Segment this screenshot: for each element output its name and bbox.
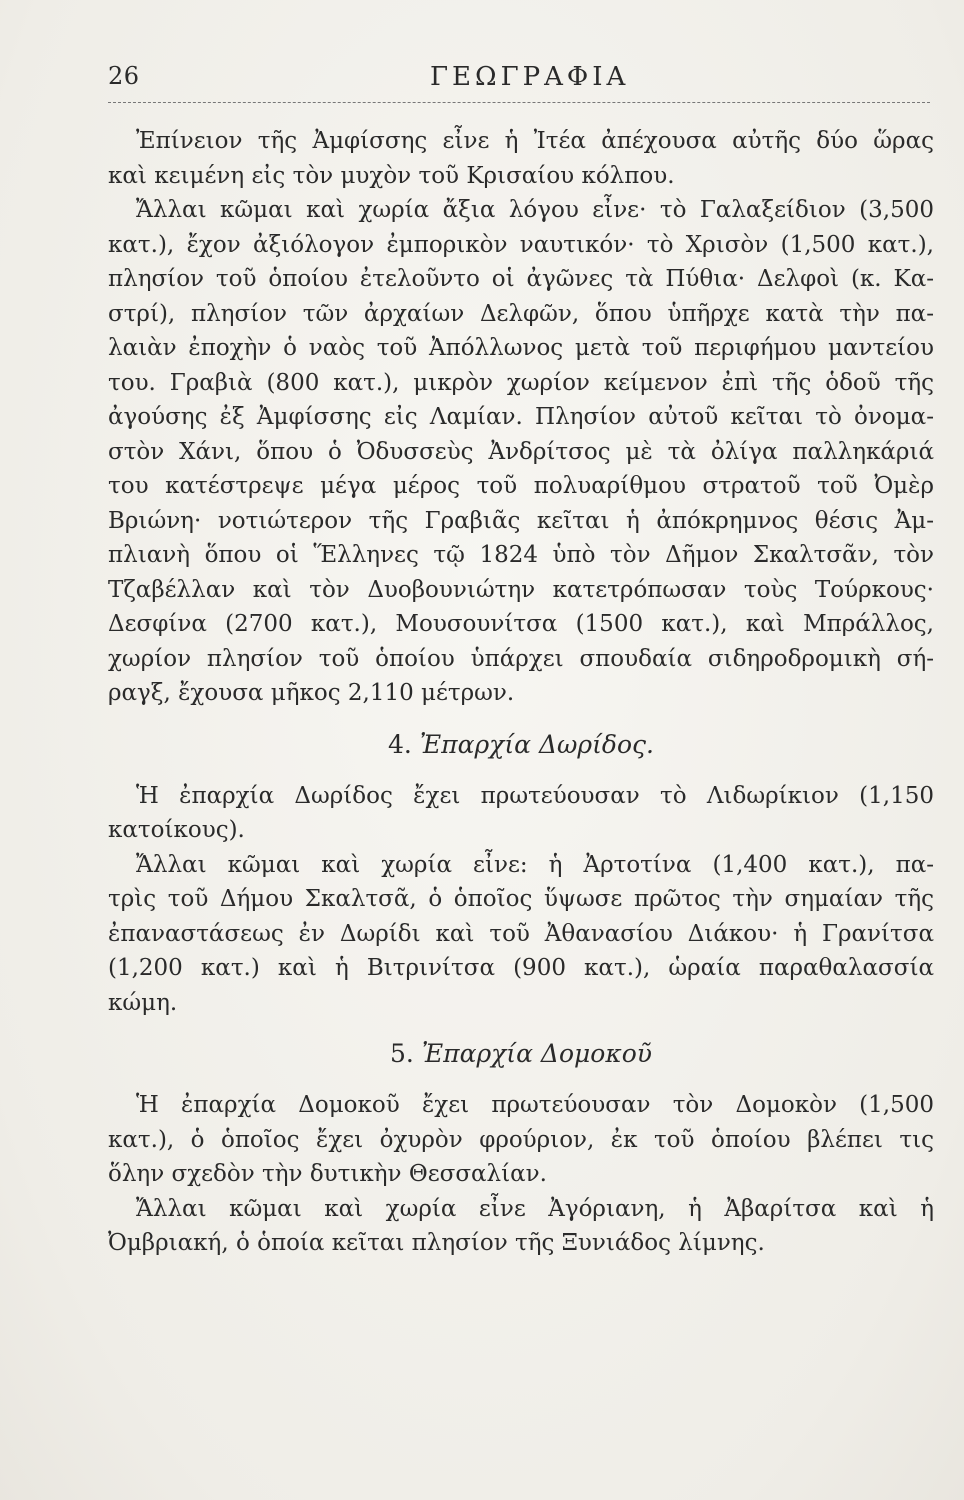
text-line: Βριώνη· νοτιώτερον τῆς Γραβιᾶς κεῖται ἡ ἀπόκρημνος θέσις Ἀμ- (108, 507, 934, 534)
section-heading (108, 1036, 934, 1072)
text-line: Δεσφίνα (2700 κατ.), Μουσουνίτσα (1500 κατ.), καὶ Μπράλλος, (108, 611, 934, 637)
text-line: πλησίον τοῦ ὁποίου ἐτελοῦντο οἱ ἀγῶνες τὰ Πύθια· Δελφοὶ (κ. Κα- (108, 266, 934, 292)
text-line: κατ.), ὁ ὁποῖος ἔχει ὀχυρὸν φρούριον, ἐκ τοῦ ὁποίου βλέπει τις (108, 1126, 934, 1153)
text-line: Ὀμβριακή, ὁ ὁποία κεῖται πλησίον τῆς Ξυνιάδος λίμνης. (108, 1230, 765, 1256)
running-title: ΓΕΩΓΡΑΦΙΑ (430, 62, 630, 92)
text-line: κατ.), ἔχον ἀξιόλογον ἐμπορικὸν ναυτικόν· τὸ Χρισὸν (1,500 κατ.), (108, 231, 934, 258)
text-line: στὸν Χάνι, ὅπου ὁ Ὀδυσσεὺς Ἀνδρίτσος μὲ τὰ ὀλίγα παλληκάριά (108, 438, 934, 465)
text-line: ραγξ, ἔχουσα μῆκος 2,110 μέτρων. (108, 680, 515, 706)
text-line: Ἐπίνειον τῆς Ἀμφίσσης εἶνε ἡ Ἰτέα ἀπέχουσα αὐτῆς δύο ὥρας (136, 128, 934, 154)
section-title: Ἐπαρχία Δομοκοῦ (421, 1039, 652, 1068)
text-line: κατοίκους). (108, 817, 245, 843)
text-line: τρὶς τοῦ Δήμου Σκαλτσᾶ, ὁ ὁποῖος ὕψωσε πρῶτος τὴν σημαίαν τῆς (108, 886, 934, 912)
body-text (108, 124, 934, 1261)
text-line: χωρίον πλησίον τοῦ ὁποίου ὑπάρχει σπουδαία σιδηροδρομικὴ σή- (108, 645, 934, 672)
text-line: του κατέστρεψε μέγα μέρος τοῦ πολυαρίθμου στρατοῦ τοῦ Ὀμὲρ (108, 473, 934, 499)
section-number: 5. (390, 1039, 414, 1068)
text-line: κώμη. (108, 989, 178, 1016)
text-line: Τζαβέλλαν καὶ τὸν Δυοβουνιώτην κατετρόπωσαν τοὺς Τούρκους· (108, 576, 934, 603)
page-header (108, 58, 930, 103)
text-line: πλιανὴ ὅπου οἱ Ἕλληνες τῷ 1824 ὑπὸ τὸν Δῆμον Σκαλτσᾶν, τὸν (108, 542, 934, 568)
text-line: λαιὰν ἐποχὴν ὁ ναὸς τοῦ Ἀπόλλωνος μετὰ τοῦ περιφήμου μαντείου (108, 335, 934, 361)
text-line: Ἄλλαι κῶμαι καὶ χωρία εἶνε Ἀγόριανη, ἡ Ἀβαρίτσα καὶ ἡ (136, 1195, 934, 1222)
text-line: του. Γραβιὰ (800 κατ.), μικρὸν χωρίον κείμενον ἐπὶ τῆς ὁδοῦ τῆς (108, 369, 934, 396)
text-line: ἀγούσης ἐξ Ἀμφίσσης εἰς Λαμίαν. Πλησίον αὐτοῦ κεῖται τὸ ὀνομα- (108, 404, 934, 430)
text-line: (1,200 κατ.) καὶ ἡ Βιτρινίτσα (900 κατ.), ὡραία παραθαλασσία (108, 955, 934, 981)
text-line: Ἄλλαι κῶμαι καὶ χωρία ἄξια λόγου εἶνε· τὸ Γαλαξείδιον (3,500 (136, 197, 934, 223)
text-line: Ἄλλαι κῶμαι καὶ χωρία εἶνε: ἡ Ἀρτοτίνα (1,400 κατ.), πα- (136, 851, 934, 878)
text-line: ἐπαναστάσεως ἐν Δωρίδι καὶ τοῦ Ἀθανασίου Διάκου· ἡ Γρανίτσα (108, 920, 934, 947)
section-number: 4. (388, 729, 412, 759)
text-line: στρί), πλησίον τῶν ἀρχαίων Δελφῶν, ὅπου ὑπῆρχε κατὰ τὴν πα- (108, 300, 934, 327)
text-line: καὶ κειμένη εἰς τὸν μυχὸν τοῦ Κρισαίου κόλπου. (108, 162, 675, 189)
text-line: ὅλην σχεδὸν τὴν δυτικὴν Θεσσαλίαν. (108, 1161, 547, 1187)
section-heading (108, 727, 934, 763)
page-number: 26 (108, 62, 140, 90)
text-line: Ἡ ἐπαρχία Δωρίδος ἔχει πρωτεύουσαν τὸ Λιδωρίκιον (1,150 (136, 782, 934, 809)
section-title: Ἐπαρχία Δωρίδος. (419, 729, 654, 759)
text-line: Ἡ ἐπαρχία Δομοκοῦ ἔχει πρωτεύουσαν τὸν Δομοκὸν (1,500 (136, 1092, 934, 1118)
